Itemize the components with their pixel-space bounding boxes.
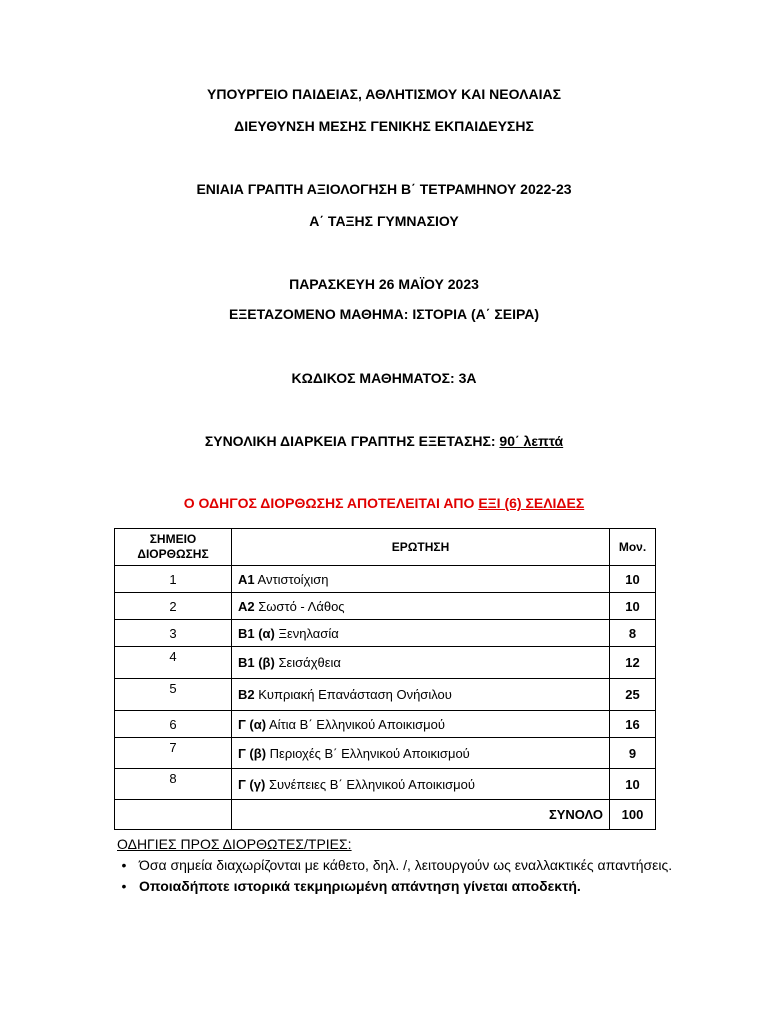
table-row bbox=[115, 769, 656, 800]
row-marks: 25 bbox=[610, 679, 656, 711]
question-text: Περιοχές Β΄ Ελληνικού Αποικισμού bbox=[266, 745, 470, 761]
table-row bbox=[115, 738, 656, 769]
question-code: Γ (γ) bbox=[238, 776, 266, 792]
row-point-number: 6 bbox=[115, 711, 232, 738]
row-point-number: 7 bbox=[115, 738, 232, 769]
pages-notice-count: ΕΞΙ (6) ΣΕΛΙΔΕΣ bbox=[478, 495, 585, 511]
question-code: Γ (β) bbox=[238, 745, 267, 761]
question-text: Σωστό - Λάθος bbox=[254, 598, 345, 614]
subject-code: ΚΩΔΙΚΟΣ ΜΑΘΗΜΑΤΟΣ: 3Α bbox=[291, 370, 477, 386]
bullet-icon: • bbox=[121, 857, 127, 873]
directorate-title: ΔΙΕΥΘΥΝΣΗ ΜΕΣΗΣ ΓΕΝΙΚΗΣ ΕΚΠΑΙΔΕΥΣΗΣ bbox=[234, 118, 534, 134]
duration-label: ΣΥΝΟΛΙΚΗ ΔΙΑΡΚΕΙΑ ΓΡΑΠΤΗΣ ΕΞΕΤΑΣΗΣ: bbox=[204, 433, 500, 449]
table-row bbox=[115, 711, 656, 738]
row-marks: 10 bbox=[610, 566, 656, 593]
table-total-row bbox=[115, 800, 656, 830]
row-question bbox=[232, 711, 610, 738]
table-row bbox=[115, 647, 656, 679]
bullet-icon: • bbox=[121, 878, 127, 894]
question-text: Σεισάχθεια bbox=[274, 655, 341, 670]
question-text: Συνέπειες Β΄ Ελληνικού Αποικισμού bbox=[265, 776, 475, 792]
guidelines-title: ΟΔΗΓΙΕΣ ΠΡΟΣ ΔΙΟΡΘΩΤΕΣ/ΤΡΙΕΣ: bbox=[117, 836, 352, 852]
question-text: Αντιστοίχιση bbox=[254, 571, 329, 587]
row-point-number: 2 bbox=[115, 593, 232, 620]
marking-table bbox=[114, 528, 656, 830]
total-label: ΣΥΝΟΛΟ bbox=[232, 800, 610, 830]
row-question bbox=[232, 593, 610, 620]
pages-notice-prefix: Ο ΟΔΗΓΟΣ ΔΙΟΡΘΩΣΗΣ ΑΠΟΤΕΛΕΙΤΑΙ ΑΠΟ bbox=[183, 495, 479, 511]
row-marks: 10 bbox=[610, 593, 656, 620]
row-question bbox=[232, 769, 610, 800]
question-code: Β1 (α) bbox=[238, 625, 275, 641]
table-row bbox=[115, 566, 656, 593]
question-text: Ξενηλασία bbox=[274, 625, 339, 641]
row-question bbox=[232, 620, 610, 647]
guideline-text: Οποιαδήποτε ιστορικά τεκμηριωμένη απάντηση γίνεται αποδεκτή. bbox=[139, 878, 581, 894]
question-text: Κυπριακή Επανάσταση Ονήσιλου bbox=[254, 687, 452, 702]
row-point-number: 1 bbox=[115, 566, 232, 593]
row-point-number: 8 bbox=[115, 769, 232, 800]
duration-value: 90΄ λεπτά bbox=[499, 433, 564, 449]
table-row bbox=[115, 593, 656, 620]
exam-title: ΕΝΙΑΙΑ ΓΡΑΠΤΗ ΑΞΙΟΛΟΓΗΣΗ Β΄ ΤΕΤΡΑΜΗΝΟΥ 2022-23 bbox=[196, 181, 572, 197]
exam-date: ΠΑΡΑΣΚΕΥΗ 26 ΜΑΪΟΥ 2023 bbox=[289, 276, 479, 292]
list-item bbox=[117, 856, 677, 875]
exam-duration bbox=[0, 433, 768, 449]
row-marks: 12 bbox=[610, 647, 656, 679]
total-empty-cell bbox=[115, 800, 232, 830]
class-title: Α΄ ΤΑΞΗΣ ΓΥΜΝΑΣΙΟΥ bbox=[309, 213, 459, 229]
question-code: Β2 bbox=[238, 687, 255, 702]
guideline-text: Όσα σημεία διαχωρίζονται με κάθετο, δηλ. /, λειτουργούν ως εναλλακτικές απαντήσεις. bbox=[139, 857, 673, 873]
col-header-point: ΣΗΜΕΙΟ ΔΙΟΡΘΩΣΗΣ bbox=[115, 529, 232, 566]
ministry-title: ΥΠΟΥΡΓΕΙΟ ΠΑΙΔΕΙΑΣ, ΑΘΛΗΤΙΣΜΟΥ ΚΑΙ ΝΕΟΛΑΙΑΣ bbox=[207, 86, 561, 102]
pages-notice bbox=[0, 495, 768, 511]
question-code: Γ (α) bbox=[238, 716, 267, 732]
row-question bbox=[232, 566, 610, 593]
question-code: Α2 bbox=[238, 598, 255, 614]
total-value: 100 bbox=[610, 800, 656, 830]
row-marks: 8 bbox=[610, 620, 656, 647]
table-row bbox=[115, 620, 656, 647]
col-header-question: ΕΡΩΤΗΣΗ bbox=[232, 529, 610, 566]
exam-subject: ΕΞΕΤΑΖΟΜΕΝΟ ΜΑΘΗΜΑ: ΙΣΤΟΡΙΑ (Α΄ ΣΕΙΡΑ) bbox=[228, 306, 540, 322]
question-text: Αίτια Β΄ Ελληνικού Αποικισμού bbox=[266, 716, 445, 732]
row-question bbox=[232, 679, 610, 711]
list-item bbox=[117, 877, 677, 896]
question-code: Α1 bbox=[238, 571, 255, 587]
row-point-number: 4 bbox=[115, 647, 232, 679]
table-row bbox=[115, 679, 656, 711]
row-marks: 16 bbox=[610, 711, 656, 738]
row-question bbox=[232, 647, 610, 679]
col-header-marks: Μον. bbox=[610, 529, 656, 566]
row-marks: 10 bbox=[610, 769, 656, 800]
row-marks: 9 bbox=[610, 738, 656, 769]
row-question bbox=[232, 738, 610, 769]
row-point-number: 5 bbox=[115, 679, 232, 711]
table-header-row bbox=[115, 529, 656, 566]
row-point-number: 3 bbox=[115, 620, 232, 647]
guidelines-list bbox=[117, 856, 677, 898]
question-code: Β1 (β) bbox=[238, 655, 275, 670]
